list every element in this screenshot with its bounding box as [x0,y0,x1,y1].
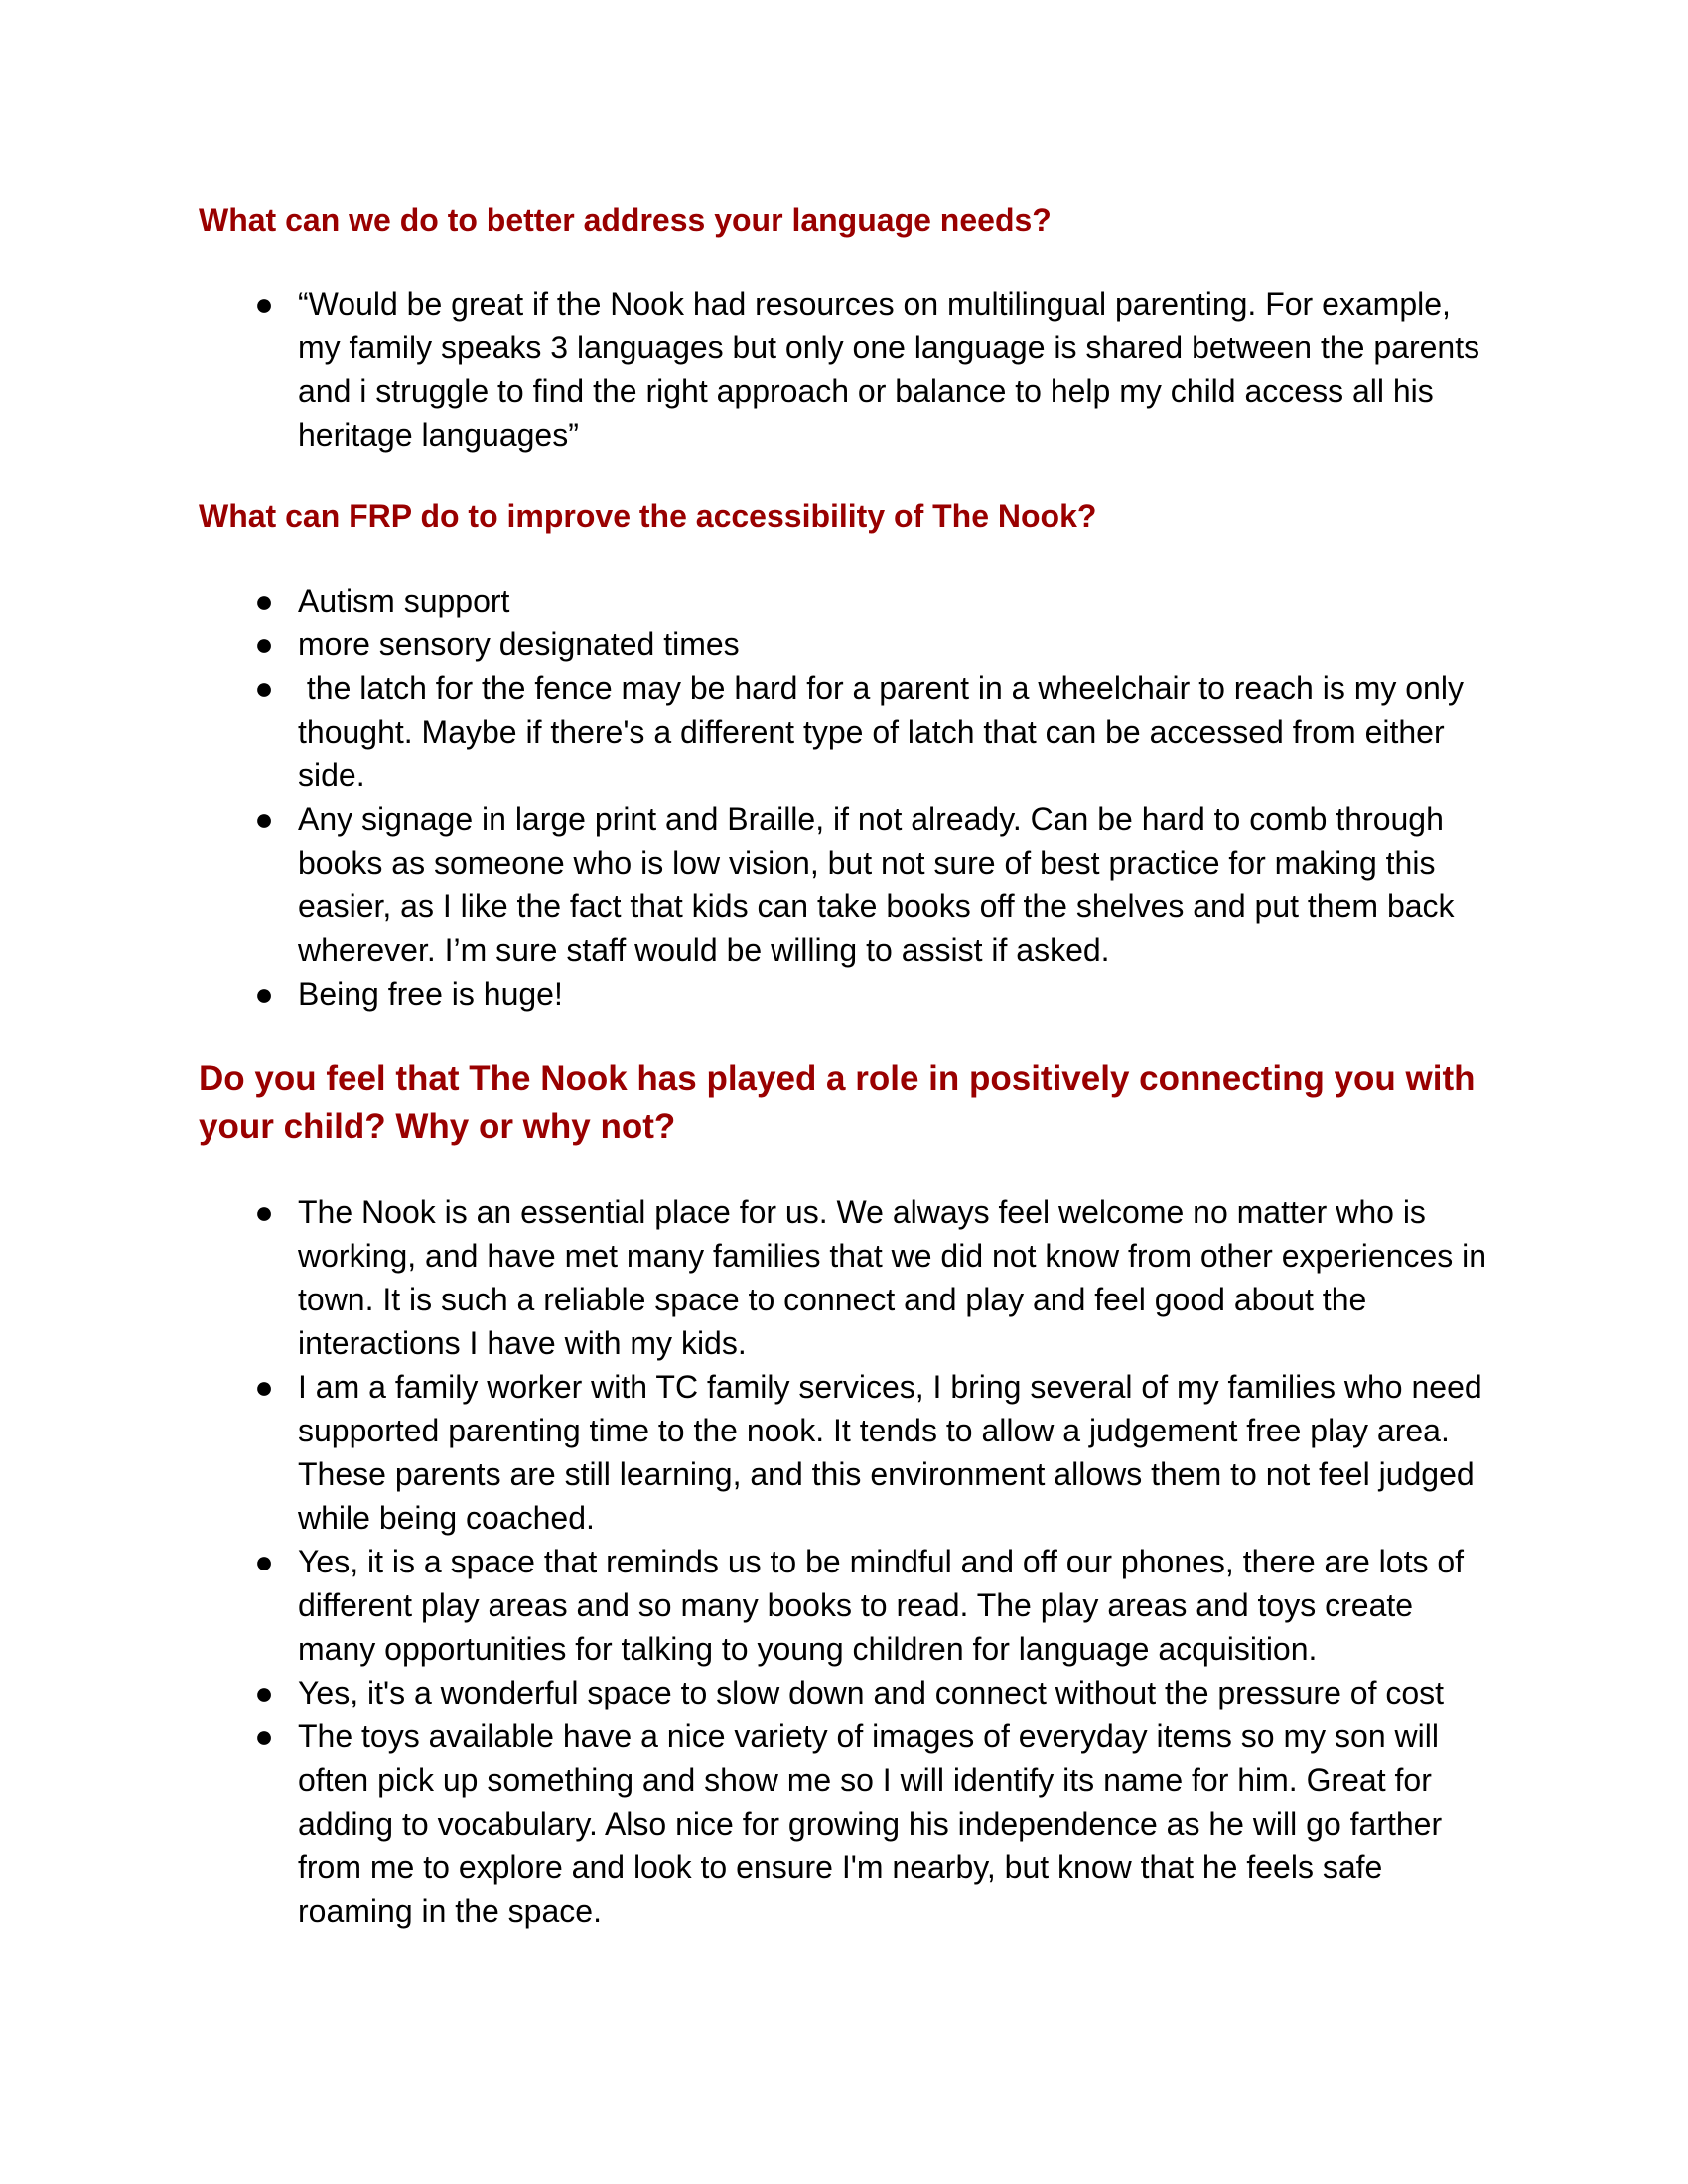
list-item [199,282,1489,457]
list-item-text: Yes, it's a wonderful space to slow down and connect without the pressure of cost [298,1675,1445,1710]
section-accessibility [199,494,1489,1016]
list-item [199,1714,1489,1933]
section-connecting-with-child [199,1055,1489,1933]
response-list [199,579,1489,1016]
list-item [199,666,1489,797]
list-item [199,972,1489,1016]
bullet-icon: ● [254,286,274,322]
list-item-text: the latch for the fence may be hard for a parent in a wheelchair to reach is my only thought. Maybe if there's a different type of latch that can be accessed from either side. [298,670,1473,793]
list-item-text: Any signage in large print and Braille, if not already. Can be hard to comb through books as someone who is low vision, but not sure of best practice for making this easier, as I like the fact that kids can take books off the shelves and put them back wherever. I’m sure staff would be willing to assist if asked. [298,801,1455,968]
bullet-icon: ● [254,1544,274,1579]
bullet-icon: ● [254,1194,274,1230]
list-item-text: Autism support [298,583,510,618]
list-item-text: “Would be great if the Nook had resources on multilingual parenting. For example, my family speaks 3 languages but only one language is shared between the parents and i struggle to find the right approach or balance to help my child access all his heritage languages” [298,286,1480,453]
bullet-icon: ● [254,976,274,1012]
list-item [199,1540,1489,1671]
section-heading: What can we do to better address your language needs? [199,203,1052,238]
section-heading: Do you feel that The Nook has played a role in positively connecting you with your child? Why or why not? [199,1059,1476,1146]
document-page [199,199,1489,1933]
response-list [199,1190,1489,1933]
list-item [199,579,1489,622]
list-item [199,1671,1489,1714]
bullet-icon: ● [254,583,274,618]
list-item [199,622,1489,666]
response-list [199,282,1489,457]
list-item-text: Yes, it is a space that reminds us to be mindful and off our phones, there are lots of different play areas and so many books to read. The play areas and toys create many opportunities for talking to young children for language acquisition. [298,1544,1465,1667]
list-item-text: The toys available have a nice variety of images of everyday items so my son will often pick up something and show me so I will identify its name for him. Great for adding to vocabulary. Also nice for growing his independence as he will go farther from me to explore and look to ensure I'm nearby, but know that he feels safe roaming in the space. [298,1718,1443,1929]
section-heading: What can FRP do to improve the accessibility of The Nook? [199,498,1097,534]
bullet-icon: ● [254,626,274,662]
list-item-text: more sensory designated times [298,626,740,662]
list-item-text: I am a family worker with TC family services, I bring several of my families who need supported parenting time to the nook. It tends to allow a judgement free play area. These parents are still learning, and this environment allows them to not feel judged while being coached. [298,1369,1482,1536]
bullet-icon: ● [254,1675,274,1710]
list-item [199,1365,1489,1540]
list-item [199,1190,1489,1365]
list-item-text: The Nook is an essential place for us. We always feel welcome no matter who is working, and have met many families that we did not know from other experiences in town. It is such a reliable space to connect and play and feel good about the interactions I have with my kids. [298,1194,1487,1361]
bullet-icon: ● [254,670,274,706]
section-language-needs [199,199,1489,457]
list-item [199,797,1489,972]
bullet-icon: ● [254,1718,274,1754]
bullet-icon: ● [254,801,274,837]
list-item-text: Being free is huge! [298,976,563,1012]
bullet-icon: ● [254,1369,274,1405]
